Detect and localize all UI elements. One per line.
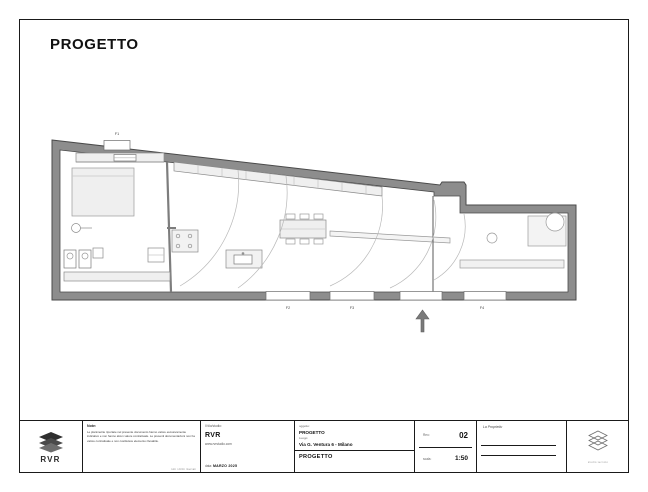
logo-wordmark: RVR <box>40 454 61 464</box>
stamp-icon <box>587 430 609 459</box>
revision-value: 02 <box>459 430 468 440</box>
stamp-cell <box>567 421 629 473</box>
studio-label: Il tilo/studio: <box>205 424 222 428</box>
address-label: Luogo: <box>299 436 309 441</box>
signature-cell <box>477 421 567 473</box>
project-value: PROGETTO <box>299 429 325 435</box>
page-title: PROGETTO <box>50 36 139 53</box>
notes-fineprint: tutti i diritti riservati <box>171 467 196 471</box>
notes-body: Le planimetrie riportate nel presente documento hanno valore escusivamente indicativo e non hanno alcun valore contrattuale. Le presenti documentazioni non ha valore contrattuale e non costituisce elemento rilevabile. <box>87 430 195 443</box>
project-cell <box>295 421 415 473</box>
notes-label: Note: <box>87 424 97 428</box>
tag-window-b2: F3 <box>349 306 355 310</box>
tag-window-top: F1 <box>114 132 120 136</box>
notes-cell <box>83 421 201 473</box>
scale-row <box>419 448 472 471</box>
studio-name: RVR <box>205 431 221 439</box>
floor-plan <box>30 110 600 335</box>
studio-logo <box>19 421 83 473</box>
signature-lines <box>481 436 562 456</box>
signature-line <box>481 436 556 446</box>
signature-label: La Proprietà: <box>483 425 503 429</box>
address-value: Via G. Ventura 6 - Milano <box>299 441 353 447</box>
floor-plan-svg <box>30 110 600 335</box>
studio-cell <box>201 421 295 473</box>
title-block <box>19 420 629 473</box>
revision-row <box>419 424 472 448</box>
date-label: data: <box>205 463 213 468</box>
signature-line <box>481 446 556 456</box>
numbering-cell <box>415 421 477 473</box>
scale-value: 1:50 <box>454 455 468 463</box>
logo-mark-icon <box>38 431 64 453</box>
date-value: MARZO 2025 <box>212 463 238 468</box>
scale-label: scala: <box>423 456 432 461</box>
tag-window-b1: F2 <box>285 306 291 310</box>
stamp-caption: studio tecnico <box>587 461 609 464</box>
date-row <box>205 464 237 469</box>
revision-label: Rev.: <box>423 433 431 438</box>
project-divider <box>295 450 414 451</box>
sheet-name: PROGETTO <box>299 454 333 461</box>
project-label: oggetto: <box>299 424 310 428</box>
studio-website: www.rvrstudio.com <box>205 442 232 447</box>
entrance-arrow-icon <box>416 310 429 332</box>
tag-window-b3: F4 <box>479 306 485 310</box>
